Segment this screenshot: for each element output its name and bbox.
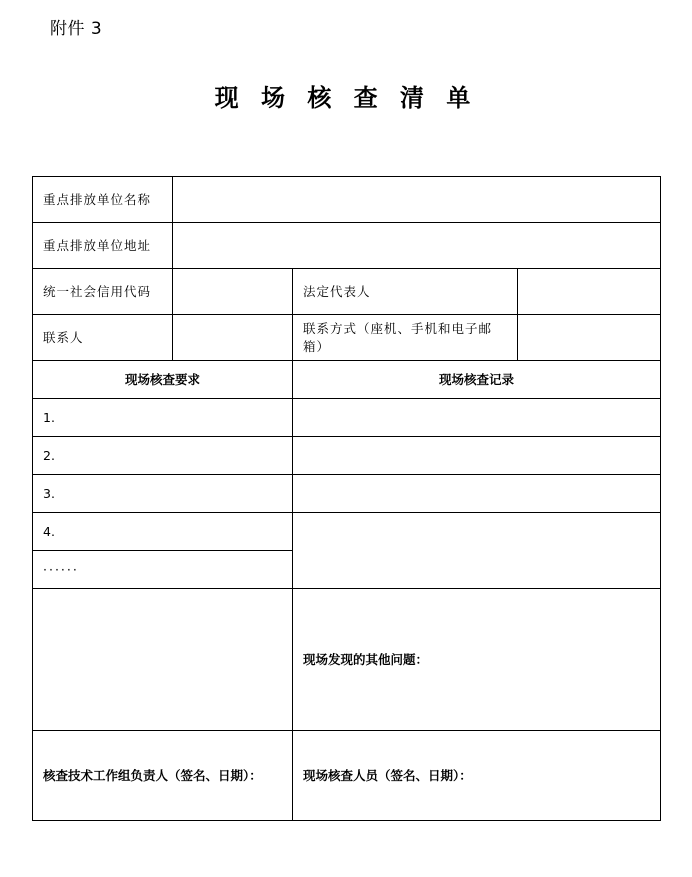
- table-row: [33, 223, 661, 269]
- contact-person-value[interactable]: [173, 315, 293, 361]
- checklist-item-3-record[interactable]: [293, 475, 661, 513]
- checklist-item-4-record[interactable]: [293, 513, 661, 589]
- checklist-item-2-requirement[interactable]: 2.: [33, 437, 293, 475]
- table-row: [33, 731, 661, 821]
- table-row: [33, 315, 661, 361]
- attachment-label: 附件 3: [50, 19, 103, 39]
- unit-address-value[interactable]: [173, 223, 661, 269]
- checklist-item-4-requirement[interactable]: 4.: [33, 513, 293, 551]
- unit-name-label: 重点排放单位名称: [33, 177, 173, 223]
- table-row: [33, 269, 661, 315]
- contact-method-value[interactable]: [518, 315, 661, 361]
- checklist-item-1-requirement[interactable]: 1.: [33, 399, 293, 437]
- legal-rep-label: 法定代表人: [293, 269, 518, 315]
- checklist-ellipsis: ······: [33, 551, 293, 589]
- team-leader-signature-label[interactable]: 核查技术工作组负责人（签名、日期）：: [33, 731, 293, 821]
- checklist-item-3-requirement[interactable]: 3.: [33, 475, 293, 513]
- contact-person-label: 联系人: [33, 315, 173, 361]
- table-row: [33, 589, 661, 731]
- table-row: [33, 475, 661, 513]
- checklist-item-1-record[interactable]: [293, 399, 661, 437]
- credit-code-value[interactable]: [173, 269, 293, 315]
- table-row: [33, 177, 661, 223]
- unit-name-value[interactable]: [173, 177, 661, 223]
- checklist-record-header: 现场核查记录: [293, 361, 661, 399]
- other-issues-label[interactable]: 现场发现的其他问题：: [293, 589, 661, 731]
- unit-address-label: 重点排放单位地址: [33, 223, 173, 269]
- legal-rep-value[interactable]: [518, 269, 661, 315]
- table-row: [33, 513, 661, 551]
- notes-left-cell[interactable]: [33, 589, 293, 731]
- table-header-row: [33, 361, 661, 399]
- table-row: [33, 399, 661, 437]
- inspector-signature-label[interactable]: 现场核查人员（签名、日期）：: [293, 731, 661, 821]
- contact-method-label: 联系方式（座机、手机和电子邮箱）: [293, 315, 518, 361]
- checklist-item-2-record[interactable]: [293, 437, 661, 475]
- credit-code-label: 统一社会信用代码: [33, 269, 173, 315]
- checklist-requirement-header: 现场核查要求: [33, 361, 293, 399]
- page-title: 现 场 核 查 清 单: [214, 84, 478, 112]
- table-row: [33, 437, 661, 475]
- inspection-form-table: [32, 176, 661, 821]
